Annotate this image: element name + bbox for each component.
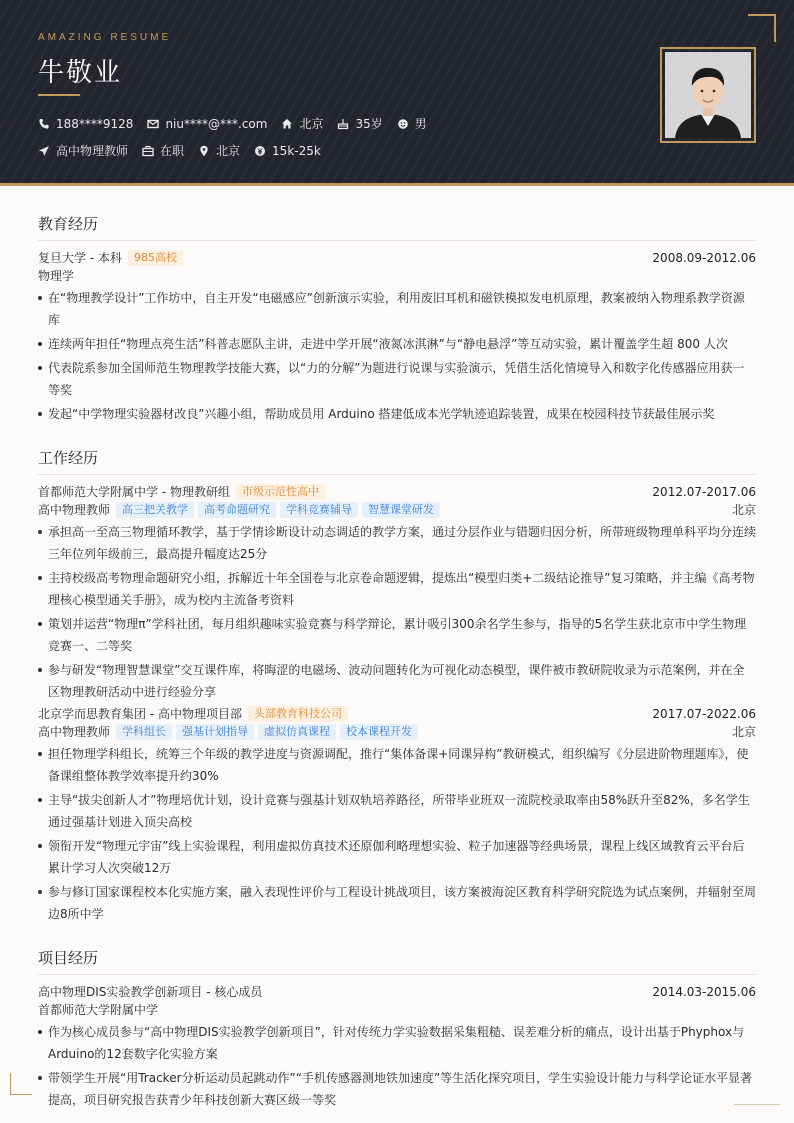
contact-row bbox=[38, 115, 441, 132]
project-name: 高中物理DIS实验教学创新项目 - 核心成员 bbox=[38, 985, 263, 999]
work-entry bbox=[38, 483, 756, 703]
skill-tag: 学科竞赛辅导 bbox=[280, 502, 358, 518]
education-head bbox=[38, 249, 756, 267]
job-intent-row bbox=[38, 142, 335, 159]
list-item: 带领学生开展“用Tracker分析运动员起跳动作”“手机传感器测地铁加速度”等生活化探究项目，学生实验设计能力与科学论证水平显著提高，项目研究报告获青少年科技创新大赛区级一等奖 bbox=[38, 1067, 756, 1111]
work-city: 北京 bbox=[731, 725, 756, 739]
work-city: 北京 bbox=[731, 503, 756, 517]
skill-tag: 智慧课堂研发 bbox=[362, 502, 440, 518]
education-section bbox=[38, 205, 756, 425]
work-date: 2017.07-2022.06 bbox=[652, 707, 756, 721]
skill-tag: 学科组长 bbox=[116, 724, 172, 740]
gender-item bbox=[397, 115, 427, 132]
skill-tag: 高三把关教学 bbox=[116, 502, 194, 518]
list-item: 担任物理学科组长，统筹三个年级的教学进度与资源调配，推行“集体备课+同课异构”教研模式，组织编写《分层进阶物理题库》，使备课组整体教学效率提升约30% bbox=[38, 743, 756, 787]
profile-photo-frame bbox=[660, 47, 756, 143]
education-date: 2008.09-2012.06 bbox=[652, 251, 756, 265]
list-item: 领衔开发“物理元宇宙”线上实验课程，利用虚拟仿真技术还原伽利略理想实验、粒子加速器等经典场景，课程上线区域教育云平台后累计学习人次突破12万 bbox=[38, 835, 756, 879]
send-icon bbox=[38, 145, 50, 157]
section-title-projects: 项目经历 bbox=[38, 939, 756, 975]
gender-text: 男 bbox=[414, 117, 427, 131]
profile-photo bbox=[665, 52, 751, 138]
project-bullets bbox=[38, 1021, 756, 1111]
role-line bbox=[38, 501, 756, 519]
work-role: 高中物理教师 bbox=[38, 503, 111, 517]
email-item bbox=[147, 117, 267, 131]
tagline: AMAZING RESUME bbox=[38, 32, 172, 43]
phone-icon bbox=[38, 118, 50, 130]
salary-item bbox=[254, 144, 321, 158]
skill-tag: 校本课程开发 bbox=[340, 724, 418, 740]
project-org-line bbox=[38, 1001, 756, 1019]
skill-tag: 高考命题研究 bbox=[198, 502, 276, 518]
list-item: 代表院系参加全国师范生物理教学技能大赛，以“力的分解”为题进行说课与实验演示，凭借生活化情境导入和数字化传感器应用获一等奖 bbox=[38, 357, 756, 401]
section-title-work: 工作经历 bbox=[38, 439, 756, 475]
work-role: 高中物理教师 bbox=[38, 725, 111, 739]
education-entry bbox=[38, 249, 756, 425]
phone-item bbox=[38, 117, 133, 131]
resume-body bbox=[38, 205, 756, 1123]
education-bullets bbox=[38, 287, 756, 425]
status-text: 在职 bbox=[160, 144, 185, 158]
school-name: 复旦大学 - 本科 bbox=[38, 251, 122, 265]
mail-icon bbox=[147, 118, 159, 130]
org-tag: 头部教育科技公司 bbox=[248, 706, 348, 722]
work-head bbox=[38, 483, 756, 501]
work-entry bbox=[38, 705, 756, 925]
work-section bbox=[38, 439, 756, 925]
age-text: 35岁 bbox=[355, 117, 383, 131]
major-line bbox=[38, 267, 756, 285]
work-date: 2012.07-2017.06 bbox=[652, 485, 756, 499]
work-head bbox=[38, 705, 756, 723]
skill-tag: 虚拟仿真课程 bbox=[258, 724, 336, 740]
status-item bbox=[142, 142, 184, 159]
phone-text: 188****9128 bbox=[56, 116, 134, 131]
location-pin-icon bbox=[198, 145, 210, 157]
list-item: 主导“拔尖创新人才”物理培优计划，设计竞赛与强基计划双轨培养路径，所带毕业班双一流院校录取率由58%跃升至82%，多名学生通过强基计划进入顶尖高校 bbox=[38, 789, 756, 833]
skill-tag: 强基计划指导 bbox=[176, 724, 254, 740]
work-org: 北京学而思教育集团 - 高中物理项目部 bbox=[38, 707, 242, 721]
resume-header bbox=[0, 0, 794, 183]
city-item bbox=[198, 142, 240, 159]
project-org: 首都师范大学附属中学 bbox=[38, 1003, 159, 1017]
corner-decoration bbox=[10, 1073, 32, 1095]
corner-decoration bbox=[748, 14, 776, 42]
school-tag: 985高校 bbox=[128, 250, 183, 266]
residence-text: 北京 bbox=[299, 117, 324, 131]
name-underline bbox=[38, 94, 80, 96]
list-item: 参与研发“物理智慧课堂”交互课件库，将晦涩的电磁场、波动问题转化为可视化动态模型，课件被市教研院收录为示范案例，并在全区物理教研活动中进行经验分享 bbox=[38, 659, 756, 703]
project-date: 2014.03-2015.06 bbox=[652, 985, 756, 999]
projects-section bbox=[38, 939, 756, 1111]
age-item bbox=[337, 115, 382, 132]
briefcase-icon bbox=[142, 145, 154, 157]
list-item: 连续两年担任“物理点亮生活”科普志愿队主讲，走进中学开展“液氮冰淇淋”与“静电悬浮”等互动实验，累计覆盖学生超 800 人次 bbox=[38, 333, 756, 355]
work-org: 首都师范大学附属中学 - 物理教研组 bbox=[38, 485, 230, 499]
section-title-education: 教育经历 bbox=[38, 205, 756, 241]
city-text: 北京 bbox=[216, 144, 241, 158]
list-item: 承担高一至高三物理循环教学，基于学情诊断设计动态调适的教学方案，通过分层作业与错题归因分析，所带班级物理单科平均分连续三年位列年级前三，最高提升幅度达25分 bbox=[38, 521, 756, 565]
role-line bbox=[38, 723, 756, 741]
project-entry bbox=[38, 983, 756, 1111]
footer-line bbox=[734, 1104, 780, 1105]
work-bullets bbox=[38, 743, 756, 925]
list-item: 策划并运营“物理π”学科社团，每月组织趣味实验竞赛与科学辩论，累计吸引300余名学生参与，指导的5名学生获北京市中学生物理竞赛一、二等奖 bbox=[38, 613, 756, 657]
salary-text: 15k-25k bbox=[272, 143, 321, 158]
person-name: 牛敬业 bbox=[38, 58, 123, 88]
org-tag: 市级示范性高中 bbox=[236, 484, 325, 500]
residence-item bbox=[281, 115, 323, 132]
header-divider bbox=[0, 183, 794, 186]
salary-icon bbox=[254, 145, 266, 157]
list-item: 主持校级高考物理命题研究小组，拆解近十年全国卷与北京卷命题逻辑，提炼出“模型归类+二级结论推导”复习策略，并主编《高考物理核心模型通关手册》，成为校内主流备考资料 bbox=[38, 567, 756, 611]
major: 物理学 bbox=[38, 269, 75, 283]
home-icon bbox=[281, 118, 293, 130]
list-item: 参与修订国家课程校本化实施方案，融入表现性评价与工程设计挑战项目，该方案被海淀区教育科学研究院选为试点案例，并辐射至周边8所中学 bbox=[38, 881, 756, 925]
work-bullets bbox=[38, 521, 756, 703]
list-item: 发起“中学物理实验器材改良”兴趣小组，帮助成员用 Arduino 搭建低成本光学轨迹追踪装置，成果在校园科技节获最佳展示奖 bbox=[38, 403, 756, 425]
list-item: 作为核心成员参与“高中物理DIS实验教学创新项目”，针对传统力学实验数据采集粗糙、误差难分析的痛点，设计出基于Phyphox与Arduino的12套数字化实验方案 bbox=[38, 1021, 756, 1065]
cake-icon bbox=[337, 118, 349, 130]
list-item: 在“物理教学设计”工作坊中，自主开发“电磁感应”创新演示实验，利用废旧耳机和磁铁模拟发电机原理，教案被纳入物理系教学资源库 bbox=[38, 287, 756, 331]
position-item bbox=[38, 142, 128, 159]
email-text: niu****@***.com bbox=[165, 116, 268, 131]
gender-icon bbox=[397, 118, 409, 130]
position-text: 高中物理教师 bbox=[56, 144, 129, 158]
project-head bbox=[38, 983, 756, 1001]
